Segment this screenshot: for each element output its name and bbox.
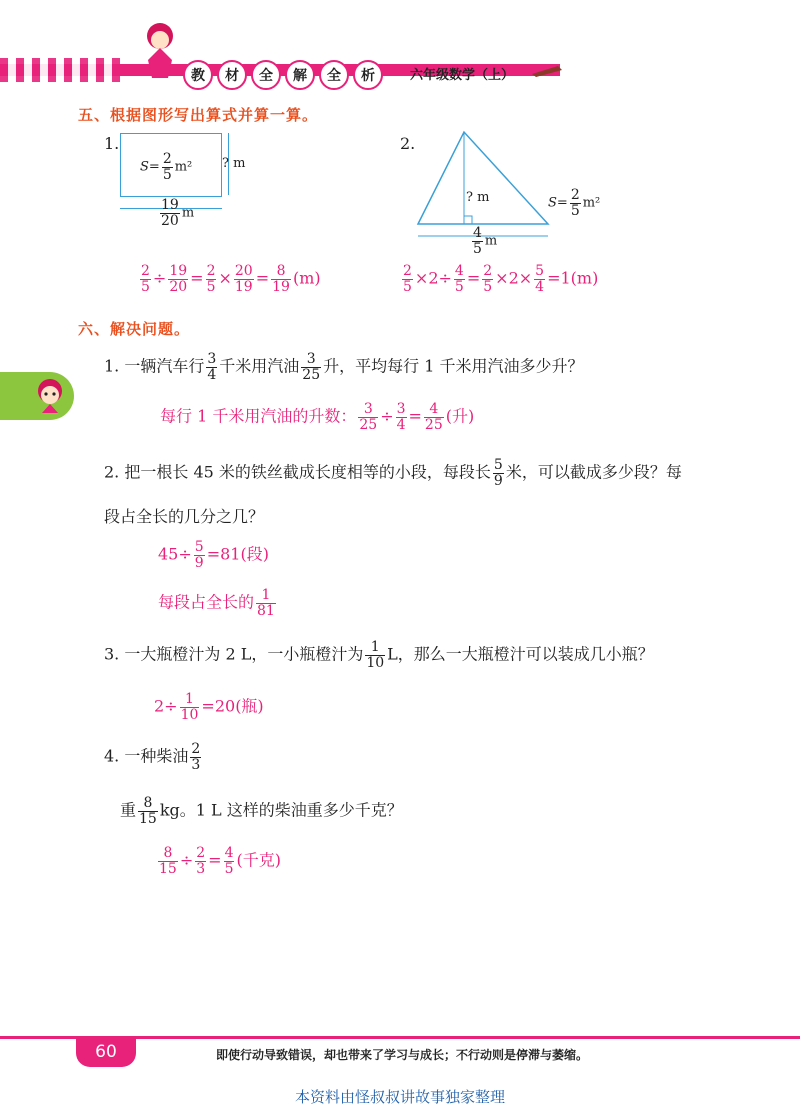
- num: 2: [141, 263, 150, 279]
- num: 19: [169, 263, 188, 279]
- num: 8: [138, 796, 158, 812]
- question-4-line2: [120, 796, 403, 826]
- num: 8: [158, 846, 178, 862]
- page-number: 60: [95, 1042, 117, 1062]
- text: 千米用汽油: [219, 356, 300, 376]
- num: 3: [358, 402, 378, 418]
- den: 25: [359, 416, 378, 433]
- grade-label: 六年级数学（上）: [410, 68, 515, 83]
- title-char: 材: [217, 60, 247, 90]
- title-char: 解: [285, 60, 315, 90]
- text: =81(段): [206, 544, 269, 564]
- mascot-icon: [32, 377, 68, 419]
- answer-5-1: [138, 264, 321, 294]
- num: 4: [424, 402, 444, 418]
- den: 10: [180, 706, 199, 723]
- title-char: 析: [353, 60, 383, 90]
- den: 5: [483, 278, 493, 295]
- text: 3. 一大瓶橙汁为 2 L，一小瓶橙汁为: [104, 644, 364, 664]
- footer-credit: 本资料由怪叔叔讲故事独家整理: [294, 1088, 505, 1106]
- area-s: S=: [548, 195, 568, 211]
- question-1: [104, 352, 583, 382]
- num: 3: [301, 352, 321, 368]
- den: 5: [224, 860, 234, 877]
- answer-6-2a: [158, 540, 269, 570]
- den: 25: [302, 366, 321, 383]
- den: 15: [159, 860, 177, 877]
- question-2-line2: 段占全长的几分之几？: [104, 507, 265, 526]
- eq: =: [466, 268, 481, 288]
- den: 25: [424, 416, 443, 433]
- question-2: [104, 458, 682, 488]
- section6-title: 六、解决问题。: [78, 320, 191, 338]
- num: 1: [256, 588, 276, 604]
- area-num: 2: [570, 187, 580, 203]
- unit: (m): [292, 268, 321, 288]
- text: kg。1 L 这样的柴油重多少千克？: [159, 800, 403, 820]
- base-num: 4: [473, 225, 482, 241]
- answer-6-1: [160, 402, 474, 432]
- num: 2: [191, 741, 201, 757]
- answer-6-4: [156, 846, 281, 876]
- text: 2÷: [154, 696, 178, 716]
- title-char: 全: [251, 60, 281, 90]
- text: 每行 1 千米用汽油的升数：: [160, 406, 357, 426]
- base-unit: m: [181, 205, 195, 221]
- den: 20: [169, 278, 188, 295]
- den: 4: [535, 278, 545, 295]
- eq: =: [208, 850, 222, 870]
- den: 3: [196, 860, 206, 877]
- den: 15: [139, 810, 157, 827]
- text: 升，平均每行 1 千米用汽油多少升？: [323, 356, 584, 376]
- text: 45÷: [158, 544, 192, 564]
- section5-title: 五、根据图形写出算式并算一算。: [78, 106, 319, 124]
- num: 2: [483, 263, 493, 279]
- fig2-base: [470, 226, 497, 256]
- question-4: [104, 742, 203, 772]
- fig1-base: [158, 198, 194, 228]
- fig1-number: 1.: [104, 134, 120, 153]
- text: L，那么一大瓶橙汁可以装成几小瓶？: [387, 644, 654, 664]
- eq: =: [255, 268, 270, 288]
- num: 8: [271, 264, 291, 280]
- pen-icon: [530, 62, 564, 82]
- den: 3: [191, 756, 201, 773]
- title-char: 全: [319, 60, 349, 90]
- answer-5-2: [400, 264, 598, 294]
- eq: =: [190, 268, 204, 288]
- text: 2. 把一根长 45 米的铁丝截成长度相等的小段，每段长: [104, 462, 491, 482]
- question-3: [104, 640, 654, 670]
- den: 19: [272, 278, 290, 295]
- base-unit: m: [484, 233, 498, 249]
- fig1-height: ? m: [222, 156, 246, 171]
- den: 5: [206, 278, 216, 295]
- num: 2: [206, 263, 216, 279]
- text: 重: [120, 800, 137, 820]
- num: 1: [180, 692, 200, 708]
- op: ÷: [380, 406, 394, 426]
- op: ÷: [152, 268, 167, 288]
- den: 19: [234, 278, 253, 295]
- den: 5: [141, 278, 150, 295]
- den: 9: [194, 554, 204, 571]
- op: ×2÷: [414, 268, 452, 288]
- header-title: [183, 60, 383, 90]
- area-num: 2: [162, 151, 172, 167]
- op: ×2×: [495, 268, 533, 288]
- eq: =: [408, 406, 422, 426]
- fig2-number: 2.: [400, 134, 416, 153]
- footer-motto: 即使行动导致错误，却也带来了学习与成长；不行动则是停滞与萎缩。: [216, 1048, 589, 1062]
- den: 81: [257, 602, 275, 619]
- num: 2: [403, 263, 412, 279]
- result: =1(m): [547, 268, 599, 288]
- num: 5: [535, 263, 545, 279]
- fig2-area: [548, 188, 600, 218]
- text: =20(瓶): [201, 696, 264, 716]
- text: 1. 一辆汽车行: [104, 356, 205, 376]
- den: 5: [454, 278, 464, 295]
- den: 4: [207, 366, 217, 383]
- answer-6-2b: [158, 588, 278, 618]
- base-den: 5: [473, 240, 482, 257]
- unit: (千克): [236, 850, 281, 870]
- area-den: 5: [570, 202, 580, 219]
- num: 5: [194, 539, 204, 555]
- den: 9: [493, 472, 503, 489]
- num: 4: [224, 845, 234, 861]
- den: 4: [396, 416, 406, 433]
- area-unit: m²: [174, 159, 193, 175]
- area-den: 5: [162, 166, 172, 183]
- text: 每段占全长的: [158, 592, 255, 612]
- base-num: 19: [161, 197, 179, 213]
- unit: (升): [445, 406, 475, 426]
- base-den: 20: [161, 212, 179, 229]
- header-checker: [0, 58, 120, 82]
- fig2-height: ? m: [466, 190, 490, 205]
- mascot-girl: [140, 20, 180, 80]
- op: ×: [218, 268, 232, 288]
- area-unit: m²: [582, 195, 601, 211]
- text: 米，可以截成多少段？每: [505, 462, 682, 482]
- num: 3: [396, 401, 406, 417]
- num: 5: [493, 457, 503, 473]
- op: ÷: [179, 850, 194, 870]
- den: 10: [366, 654, 385, 671]
- text: 4. 一种柴油: [104, 746, 189, 766]
- num: 3: [207, 351, 217, 367]
- answer-6-3: [154, 692, 264, 722]
- num: 4: [454, 263, 464, 279]
- title-char: 教: [183, 60, 213, 90]
- num: 2: [196, 845, 206, 861]
- fig1-area: [140, 152, 192, 182]
- area-s: S=: [140, 159, 160, 175]
- num: 1: [365, 640, 385, 656]
- num: 20: [234, 263, 253, 279]
- den: 5: [403, 278, 412, 295]
